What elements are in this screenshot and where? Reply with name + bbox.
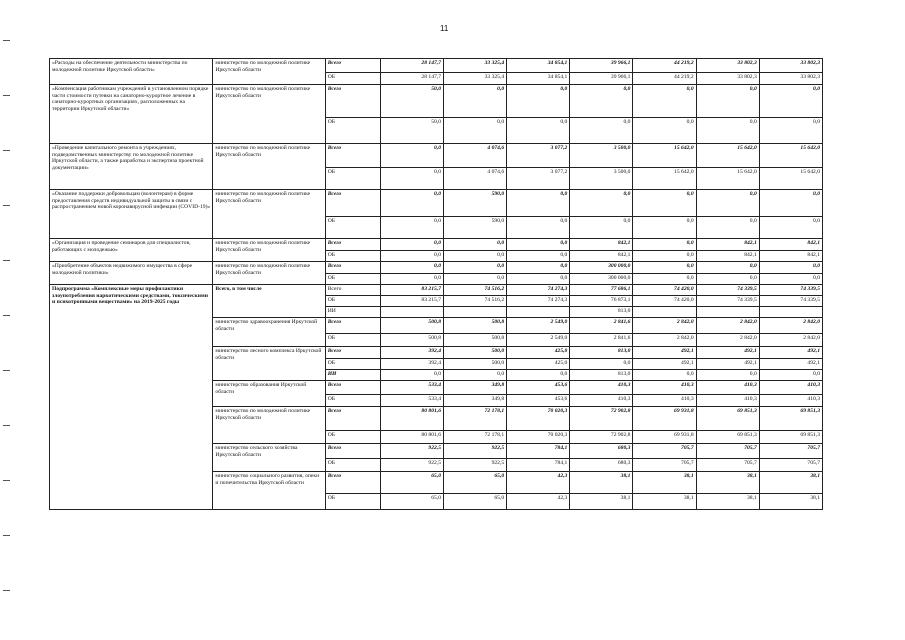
value-cell: 453,6 (507, 381, 570, 395)
value-cell: 0,0 (570, 190, 633, 217)
value-cell: 425,0 (507, 347, 570, 359)
value-cell: 0,0 (380, 262, 443, 274)
value-cell: 33 802,3 (696, 59, 759, 73)
value-cell: 50,0 (380, 85, 443, 118)
value-cell: 842,1 (759, 239, 822, 251)
value-cell: 0,0 (507, 190, 570, 217)
value-cell: 80 801,6 (380, 407, 443, 431)
value-cell: 842,1 (759, 251, 822, 262)
executor-name: министерство социального развития, опеки и попечительства Иркутской области (213, 472, 325, 510)
value-cell: 784,1 (507, 444, 570, 459)
value-cell: 0,0 (380, 144, 443, 168)
value-cell: 0,0 (507, 370, 570, 381)
value-cell: 69 931,8 (633, 431, 696, 444)
fund-source-cell: Всего (325, 239, 380, 251)
value-cell: 0,0 (570, 118, 633, 144)
fund-source-cell: ОБ (325, 168, 380, 190)
value-cell: 922,5 (444, 444, 507, 459)
value-cell: 922,5 (444, 459, 507, 472)
executor-name: министерство здравоохранения Иркутской области (213, 318, 325, 347)
value-cell: 492,1 (633, 359, 696, 370)
value-cell: 0,0 (759, 85, 822, 118)
value-cell (633, 307, 696, 318)
value-cell: 38,1 (570, 472, 633, 494)
fund-source-cell: Всего (325, 85, 380, 118)
fund-source-cell: Всего (325, 144, 380, 168)
value-cell: 72 178,1 (444, 431, 507, 444)
value-cell: 38,1 (759, 472, 822, 494)
value-cell: 0,0 (444, 239, 507, 251)
value-cell: 15 642,0 (633, 168, 696, 190)
value-cell: 2 842,0 (696, 334, 759, 347)
value-cell: 15 642,0 (759, 168, 822, 190)
value-cell: 2 842,0 (759, 334, 822, 347)
value-cell: 0,0 (380, 239, 443, 251)
value-cell: 784,1 (507, 459, 570, 472)
value-cell: 0,0 (633, 239, 696, 251)
value-cell: 0,0 (507, 262, 570, 274)
value-cell: 533,4 (380, 395, 443, 407)
value-cell: 590,0 (444, 217, 507, 239)
value-cell: 69 851,3 (759, 431, 822, 444)
value-cell: 44 219,2 (633, 59, 696, 73)
executor-name: министерство образования Иркутской области (213, 381, 325, 407)
value-cell: 2 549,0 (507, 334, 570, 347)
value-cell: 70 020,3 (507, 431, 570, 444)
value-cell: 28 147,7 (380, 73, 443, 85)
value-cell: 533,4 (380, 381, 443, 395)
value-cell: 410,3 (696, 381, 759, 395)
value-cell: 0,0 (507, 217, 570, 239)
fund-source-cell: ОБ (325, 217, 380, 239)
value-cell: 2 841,6 (570, 334, 633, 347)
value-cell: 492,1 (759, 359, 822, 370)
value-cell: 0,0 (444, 274, 507, 285)
table-row (50, 262, 823, 274)
fund-source-cell: ОБ (325, 334, 380, 347)
value-cell: 0,0 (633, 190, 696, 217)
value-cell: 492,1 (696, 347, 759, 359)
value-cell: 69 851,3 (696, 431, 759, 444)
value-cell: 680,3 (570, 444, 633, 459)
value-cell: 2 841,6 (570, 318, 633, 334)
fund-source-cell: Всего (325, 285, 380, 296)
executor-name: министерство по молодежной политике Иркутской области (213, 144, 325, 190)
value-cell (507, 307, 570, 318)
value-cell: 38,1 (570, 494, 633, 510)
fund-source-cell: ОБ (325, 274, 380, 285)
value-cell (380, 307, 443, 318)
value-cell: 0,0 (633, 370, 696, 381)
value-cell: 33 325,4 (444, 59, 507, 73)
fund-source-cell: ИИ (325, 370, 380, 381)
value-cell: 680,3 (570, 459, 633, 472)
value-cell: 0,0 (633, 251, 696, 262)
value-cell (696, 307, 759, 318)
value-cell: 492,1 (633, 347, 696, 359)
value-cell: 492,1 (759, 347, 822, 359)
fund-source-cell: ОБ (325, 431, 380, 444)
executor-name: министерство сельского хозяйства Иркутской области (213, 444, 325, 472)
fund-source-cell: Всего (325, 318, 380, 334)
value-cell: 922,5 (380, 459, 443, 472)
value-cell: 0,0 (380, 274, 443, 285)
value-cell: 392,4 (380, 347, 443, 359)
value-cell: 15 642,0 (696, 168, 759, 190)
fund-source-cell: ОБ (325, 73, 380, 85)
value-cell: 70 020,3 (507, 407, 570, 431)
fund-source-cell: ИИ (325, 307, 380, 318)
fund-source-cell: Всего (325, 59, 380, 73)
value-cell: 453,6 (507, 395, 570, 407)
value-cell: 72 902,8 (570, 431, 633, 444)
value-cell: 705,7 (759, 459, 822, 472)
value-cell: 842,1 (696, 251, 759, 262)
value-cell: 349,8 (444, 381, 507, 395)
value-cell: 0,0 (570, 217, 633, 239)
fund-source-cell: ОБ (325, 251, 380, 262)
value-cell: 15 642,0 (696, 144, 759, 168)
value-cell: 3 077,2 (507, 168, 570, 190)
value-cell: 813,0 (570, 347, 633, 359)
value-cell: 83 215,7 (380, 285, 443, 296)
value-cell: 33 802,3 (759, 59, 822, 73)
value-cell (444, 307, 507, 318)
table-row (50, 285, 823, 296)
value-cell: 2 842,0 (696, 318, 759, 334)
value-cell: 300 000,0 (570, 262, 633, 274)
value-cell: 0,0 (380, 168, 443, 190)
value-cell: 72 902,8 (570, 407, 633, 431)
value-cell: 0,0 (696, 118, 759, 144)
value-cell: 0,0 (507, 239, 570, 251)
executor-name: министерство по молодежной политике Иркутской области (213, 407, 325, 444)
value-cell: 0,0 (444, 118, 507, 144)
value-cell: 65,0 (380, 472, 443, 494)
value-cell: 33 802,3 (696, 73, 759, 85)
value-cell: 0,0 (696, 274, 759, 285)
value-cell: 492,1 (696, 359, 759, 370)
value-cell: 0,0 (633, 262, 696, 274)
value-cell: 500,8 (380, 334, 443, 347)
value-cell: 0,0 (759, 274, 822, 285)
value-cell: 42,3 (507, 494, 570, 510)
value-cell: 410,3 (570, 395, 633, 407)
fund-source-cell: ОБ (325, 359, 380, 370)
executor-name: министерство по молодежной политике Иркутской области (213, 239, 325, 262)
value-cell: 38,1 (633, 494, 696, 510)
value-cell: 0,0 (444, 85, 507, 118)
value-cell: 38,1 (696, 472, 759, 494)
value-cell: 3 500,0 (570, 144, 633, 168)
fund-source-cell: ОБ (325, 118, 380, 144)
value-cell: 69 851,3 (696, 407, 759, 431)
value-cell: 0,0 (380, 370, 443, 381)
value-cell: 69 851,3 (759, 407, 822, 431)
value-cell: 2 549,0 (507, 318, 570, 334)
value-cell: 74 274,3 (507, 285, 570, 296)
executor-name: министерство по молодежной политике Иркутской области (213, 262, 325, 285)
fund-source-cell: Всего (325, 444, 380, 459)
value-cell: 0,0 (444, 251, 507, 262)
fund-source-cell: Всего (325, 347, 380, 359)
value-cell: 0,0 (570, 85, 633, 118)
value-cell: 3 500,0 (570, 168, 633, 190)
value-cell: 3 077,2 (507, 144, 570, 168)
value-cell: 0,0 (633, 217, 696, 239)
value-cell: 80 801,6 (380, 431, 443, 444)
value-cell: 500,0 (444, 347, 507, 359)
value-cell: 500,8 (444, 334, 507, 347)
value-cell: 410,3 (570, 381, 633, 395)
value-cell: 38,1 (759, 494, 822, 510)
value-cell: 300 000,0 (570, 274, 633, 285)
fund-source-cell: ОБ (325, 494, 380, 510)
fund-source-cell: Всего (325, 262, 380, 274)
value-cell: 0,0 (444, 262, 507, 274)
value-cell: 34 854,1 (507, 73, 570, 85)
value-cell: 0,0 (759, 118, 822, 144)
value-cell: 813,0 (570, 307, 633, 318)
value-cell: 15 642,0 (633, 144, 696, 168)
value-cell: 50,0 (380, 118, 443, 144)
value-cell: 15 642,0 (759, 144, 822, 168)
executor-name: министерство по молодежной политике Иркутской области (213, 85, 325, 144)
value-cell: 705,7 (633, 459, 696, 472)
value-cell: 500,8 (444, 318, 507, 334)
value-cell: 842,1 (570, 239, 633, 251)
value-cell: 83 215,7 (380, 296, 443, 307)
value-cell: 705,7 (696, 459, 759, 472)
measure-name: «Расходы на обеспечение деятельности министерства по молодежной политике Иркутской области» (50, 59, 213, 85)
value-cell: 38,1 (633, 472, 696, 494)
value-cell: 33 802,3 (759, 73, 822, 85)
executor-name: министерство по молодежной политике Иркутской области (213, 190, 325, 239)
page-number: 11 (440, 24, 449, 33)
value-cell: 72 178,1 (444, 407, 507, 431)
value-cell: 4 074,6 (444, 144, 507, 168)
table-row (50, 59, 823, 73)
value-cell: 74 274,3 (507, 296, 570, 307)
value-cell: 33 325,4 (444, 73, 507, 85)
value-cell (759, 307, 822, 318)
budget-table (49, 58, 823, 510)
value-cell: 0,0 (380, 217, 443, 239)
value-cell: 705,7 (633, 444, 696, 459)
value-cell: 0,0 (507, 274, 570, 285)
value-cell: 34 854,1 (507, 59, 570, 73)
value-cell: 0,0 (696, 217, 759, 239)
value-cell: 74 420,0 (633, 296, 696, 307)
measure-name: «Проведение капитального ремонта в учреждениях, подведомственных министерству по молодежной политике Иркутской области, а также разработка и экспертиза проектной документации» (50, 144, 213, 190)
subprogram-total-label: Всего, в том числе (213, 285, 325, 318)
subprogram-title: Подпрограмма «Комплексные меры профилактики злоупотребления наркотическими средствами, токсическими и психотропными веществами» на 2019-2025 годы (50, 285, 213, 510)
fund-source-cell: ОБ (325, 296, 380, 307)
value-cell: 0,0 (380, 251, 443, 262)
value-cell: 74 516,2 (444, 285, 507, 296)
measure-name: «Приобретение объектов недвижимого имущества в сфере молодежной политики» (50, 262, 213, 285)
value-cell: 0,0 (759, 190, 822, 217)
value-cell: 0,0 (507, 118, 570, 144)
value-cell: 2 842,0 (633, 334, 696, 347)
value-cell: 349,8 (444, 395, 507, 407)
value-cell: 0,0 (380, 190, 443, 217)
value-cell: 500,8 (380, 318, 443, 334)
value-cell: 0,0 (507, 251, 570, 262)
value-cell: 0,0 (507, 85, 570, 118)
value-cell: 65,0 (444, 472, 507, 494)
value-cell: 410,3 (633, 381, 696, 395)
value-cell: 813,0 (570, 370, 633, 381)
value-cell: 410,3 (633, 395, 696, 407)
value-cell: 74 516,2 (444, 296, 507, 307)
value-cell: 0,0 (759, 370, 822, 381)
value-cell: 65,0 (444, 494, 507, 510)
value-cell: 4 074,6 (444, 168, 507, 190)
value-cell: 42,3 (507, 472, 570, 494)
executor-name: министерство лесного комплекса Иркутской области (213, 347, 325, 381)
value-cell: 590,0 (444, 190, 507, 217)
value-cell: 76 873,1 (570, 296, 633, 307)
value-cell: 39 966,1 (570, 59, 633, 73)
fund-source-cell: Всего (325, 381, 380, 395)
value-cell: 500,0 (444, 359, 507, 370)
value-cell: 410,3 (759, 395, 822, 407)
table-row (50, 239, 823, 251)
value-cell: 0,0 (633, 118, 696, 144)
value-cell: 0,0 (696, 370, 759, 381)
table-row (50, 190, 823, 217)
value-cell: 0,0 (759, 217, 822, 239)
value-cell: 74 339,5 (696, 285, 759, 296)
value-cell: 77 686,1 (570, 285, 633, 296)
value-cell: 410,3 (696, 395, 759, 407)
value-cell: 65,0 (380, 494, 443, 510)
value-cell: 28 147,7 (380, 59, 443, 73)
value-cell: 74 339,5 (759, 296, 822, 307)
value-cell: 705,7 (696, 444, 759, 459)
fund-source-cell: Всего (325, 190, 380, 217)
value-cell: 69 931,8 (633, 407, 696, 431)
value-cell: 842,1 (696, 239, 759, 251)
value-cell: 74 339,5 (696, 296, 759, 307)
executor-name: министерство по молодежной политике Иркутской области (213, 59, 325, 85)
value-cell: 0,0 (570, 359, 633, 370)
value-cell: 425,0 (507, 359, 570, 370)
value-cell: 922,5 (380, 444, 443, 459)
value-cell: 705,7 (759, 444, 822, 459)
value-cell: 0,0 (696, 190, 759, 217)
value-cell: 44 219,2 (633, 73, 696, 85)
value-cell: 410,3 (759, 381, 822, 395)
value-cell: 0,0 (696, 262, 759, 274)
value-cell: 842,1 (570, 251, 633, 262)
table-row (50, 144, 823, 168)
fund-source-cell: Всего (325, 472, 380, 494)
measure-name: «Оказание поддержки добровольцам (волонтерам) в форме предоставления средств индивидуальной защиты в связи с распространением новой коронавирусной инфекции (COVID-19)» (50, 190, 213, 239)
value-cell: 38,1 (696, 494, 759, 510)
value-cell: 0,0 (759, 262, 822, 274)
fund-source-cell: Всего (325, 407, 380, 431)
value-cell: 0,0 (633, 274, 696, 285)
measure-name: «Организация и проведение семинаров для специалистов, работающих с молодежью» (50, 239, 213, 262)
value-cell: 74 420,0 (633, 285, 696, 296)
value-cell: 0,0 (696, 85, 759, 118)
value-cell: 74 339,5 (759, 285, 822, 296)
value-cell: 2 842,0 (633, 318, 696, 334)
value-cell: 39 966,1 (570, 73, 633, 85)
measure-name: «Компенсация работникам учреждений в установленном порядке части стоимости путевки на санаторно-курортное лечение в санаторно-курортных организациях, расположенных на территории Иркутской области» (50, 85, 213, 144)
value-cell: 0,0 (633, 85, 696, 118)
fund-source-cell: ОБ (325, 395, 380, 407)
value-cell: 2 842,0 (759, 318, 822, 334)
fund-source-cell: ОБ (325, 459, 380, 472)
value-cell: 0,0 (444, 370, 507, 381)
table-row (50, 85, 823, 118)
value-cell: 392,4 (380, 359, 443, 370)
